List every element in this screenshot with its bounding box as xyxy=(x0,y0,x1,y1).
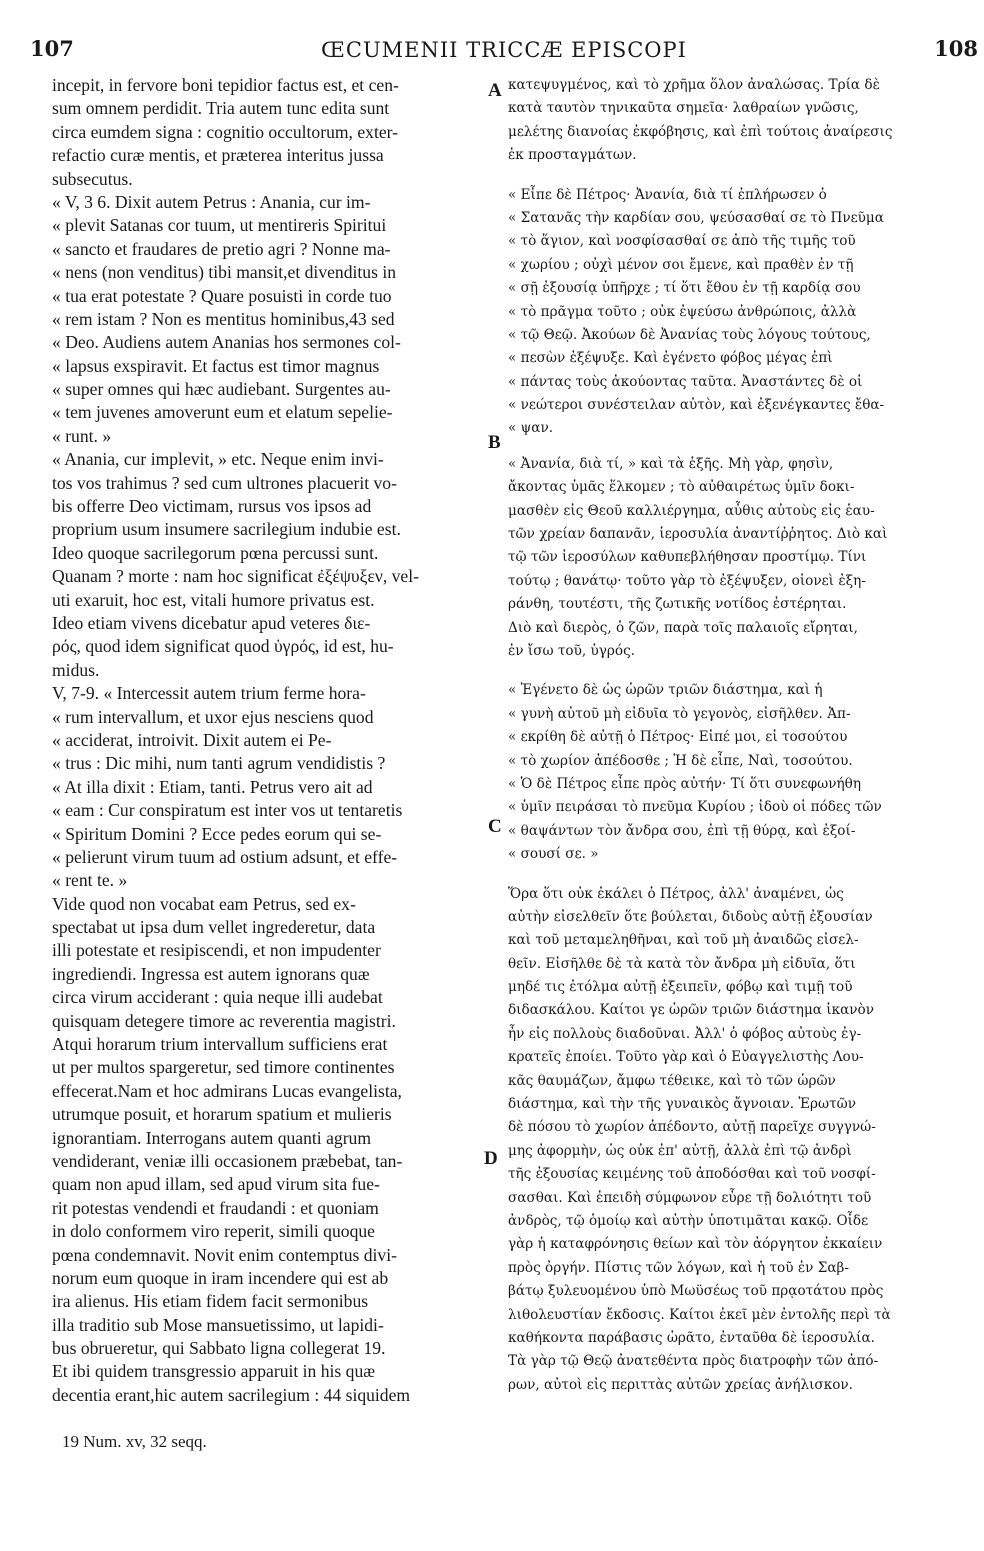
text-line: μης ἀφορμὴν, ὡς οὐκ ἐπ' αὐτῇ, ἀλλὰ ἐπὶ τῷ ἀνδρὶ xyxy=(508,1142,852,1159)
page-number-right: 108 xyxy=(934,36,978,61)
text-line: vendiderant, veniæ illi occasionem præbebat, tan- xyxy=(52,1150,403,1171)
text-line: circa eumdem signa : cognitio occultorum, exter- xyxy=(52,121,399,142)
text-line: « Ὁ δὲ Πέτρος εἶπε πρὸς αὐτήν· Τί ὅτι συνεφωνήθη xyxy=(508,775,861,792)
text-line: ingrediendi. Ingressa est autem ignorans quæ xyxy=(52,963,370,984)
text-line: effecerat.Nam et hoc admirans Lucas evangelista, xyxy=(52,1080,402,1101)
text-line: « At illa dixit : Etiam, tanti. Petrus vero ait ad xyxy=(52,776,373,797)
text-line: « πεσὼν ἐξέψυξε. Καὶ ἐγένετο φόβος μέγας ἐπὶ xyxy=(508,350,833,367)
text-line: « rem istam ? Non es mentitus hominibus,43 sed xyxy=(52,308,395,329)
text-line: rit potestas vendendi et fraudandi : et quoniam xyxy=(52,1197,379,1218)
text-line: circa virum acciderant : quia neque illi audebat xyxy=(52,987,383,1008)
text-line: subsecutus. xyxy=(52,168,133,189)
text-line: « Spiritum Domini ? Ecce pedes eorum qui se- xyxy=(52,823,382,844)
text-line: πρὸς ὀργήν. Πίστις τῶν λόγων, καὶ ἡ τοῦ ἐν Σαβ- xyxy=(508,1259,849,1276)
page-number-left: 107 xyxy=(30,36,74,61)
text-line: « sancto et fraudares de pretio agri ? Nonne ma- xyxy=(52,238,391,259)
text-line: ἄκοντας ὑμᾶς ἕλκομεν ; τὸ αὐθαιρέτως ὑμῖν δοκι- xyxy=(508,479,855,496)
text-line: θεῖν. Εἰσῆλθε δὲ τὰ κατὰ τὸν ἄνδρα μὴ εἰδυῖα, ὅτι xyxy=(508,955,856,972)
text-line: « γυνὴ αὐτοῦ μὴ εἰδυῖα τὸ γεγονὸς, εἰσῆλθεν. Ἀπ- xyxy=(508,705,851,722)
text-line: μασθὲν εἰς Θεοῦ καλλιέργημα, αὖθις αὐτοὺς εἰς ἑαυ- xyxy=(508,502,875,519)
text-line: αὐτὴν εἰσελθεῖν ὅτε βούλεται, διδοὺς αὐτῇ ἐξουσίαν xyxy=(508,908,873,925)
text-line: « eam : Cur conspiratum est inter vos ut tentaretis xyxy=(52,800,403,821)
text-line: τῷ τῶν ἱεροσύλων καθυπεβλήθησαν προστίμῳ. Τίνι xyxy=(508,549,867,566)
text-line: διάστημα, καὶ τὴν τῆς γυναικὸς ἄγνοιαν. Ἐρωτῶν xyxy=(508,1096,856,1113)
text-line: tos vos trahimus ? sed cum ultrones placuerit vo- xyxy=(52,472,397,493)
text-line: « εκρίθη δὲ αὐτῇ ὁ Πέτρος· Εἰπέ μοι, εἰ τοσούτου xyxy=(508,729,848,746)
text-line: « τῷ Θεῷ. Ἀκούων δὲ Ἀνανίας τοὺς λόγους τούτους, xyxy=(508,326,871,343)
text-line: decentia erant,hic autem sacrilegium : 44 siquidem xyxy=(52,1384,411,1405)
text-line: pœna condemnavit. Novit enim contemptus divi- xyxy=(52,1244,397,1265)
text-line: καὶ τοῦ μεταμεληθῆναι, καὶ τοῦ μὴ ἀναιδῶς εἰσελ- xyxy=(508,932,859,949)
text-line: « runt. » xyxy=(52,425,112,446)
text-line: διδασκάλου. Καίτοι γε ὡρῶν τριῶν διάστημα ἱκανὸν xyxy=(508,1002,874,1019)
text-line: γὰρ ἡ καταφρόνησις θείων καὶ τὸν ἀόργητον ἐκκαίειν xyxy=(508,1236,883,1253)
text-line: incepit, in fervore boni tepidior factus est, et cen- xyxy=(52,75,399,95)
text-line: Διὸ καὶ διερὸς, ὁ ζῶν, παρὰ τοῖς παλαιοῖς εἴρηται, xyxy=(508,619,858,636)
text-line: σασθαι. Καὶ ἐπειδὴ σύμφωνον εὗρε τῇ δολιότητι τοῦ xyxy=(508,1189,872,1206)
text-line: in dolo conformem viro reperit, simili quoque xyxy=(52,1221,375,1242)
text-line: « acciderat, introivit. Dixit autem ei Pe- xyxy=(52,729,332,750)
text-line: norum eum quoque in iram incendere qui est ab xyxy=(52,1267,389,1288)
text-line: ἐν ἴσω τοῦ, ὑγρός. xyxy=(508,642,636,659)
text-line: ignorantiam. Interrogans autem quanti agrum xyxy=(52,1127,372,1148)
text-line: Ideo quoque sacrilegorum pœna percussi sunt. xyxy=(52,542,379,563)
text-line: « τὸ πρᾶγμα τοῦτο ; οὐκ ἐψεύσω ἀνθρώποις, ἀλλὰ xyxy=(508,303,857,320)
text-line: « rum intervallum, et uxor ejus nesciens quod xyxy=(52,706,374,727)
greek-column xyxy=(508,74,968,1397)
text-line: « Ἀνανία, διὰ τί, » καὶ τὰ ἑξῆς. Μὴ γὰρ, φησὶν, xyxy=(508,455,834,472)
text-line: « tua erat potestate ? Quare posuisti in corde tuo xyxy=(52,285,392,306)
text-line: « nens (non venditus) tibi mansit,et divenditus in xyxy=(52,262,397,283)
margin-marker-d: D xyxy=(484,1148,498,1169)
margin-marker-b: B xyxy=(488,432,501,453)
text-line: δὲ πόσου τὸ χωρίον ἀπέδοντο, αὐτῇ παρεῖχε συγγνώ- xyxy=(508,1119,876,1136)
text-line: τούτῳ ; θανάτῳ· τοῦτο γὰρ τὸ ἐξέψυξεν, οἱονεὶ ἐξη- xyxy=(508,572,866,589)
text-line: uti exaruit, hoc est, vitali humore privatus est. xyxy=(52,589,375,610)
text-line: ira alienus. His etiam fidem facit sermonibus xyxy=(52,1291,369,1312)
text-line: « pelierunt virum tuum ad ostium adsunt, et effe- xyxy=(52,846,398,867)
text-line: Ideo etiam vivens dicebatur apud veteres διε- xyxy=(52,612,371,633)
text-line: proprium usum insumere sacrilegium indubie est. xyxy=(52,519,401,540)
text-line: Τὰ γὰρ τῷ Θεῷ ἀνατεθέντα πρὸς διατροφὴν τῶν ἀπό- xyxy=(508,1353,879,1370)
text-line: Et ibi quidem transgressio apparuit in his quæ xyxy=(52,1361,376,1382)
text-line: ράνθη, τουτέστι, τῆς ζωτικῆς νοτίδος ἐστέρηται. xyxy=(508,596,847,613)
text-line: « lapsus exspiravit. Et factus est timor magnus xyxy=(52,355,380,376)
text-line: illi potestate et resipiscendi, et non impudenter xyxy=(52,940,381,961)
text-line: utrumque posuit, et horarum spatium et mulieris xyxy=(52,1104,392,1125)
text-line: « super omnes qui hæc audiebant. Surgentes au- xyxy=(52,379,391,400)
text-line: sum omnem perdidit. Tria autem tunc edita sunt xyxy=(52,98,390,119)
text-line: « νεώτεροι συνέστειλαν αὐτὸν, καὶ ἐξενέγκαντες ἔθα- xyxy=(508,397,885,414)
paragraph-gap xyxy=(508,441,968,453)
margin-marker-a: A xyxy=(488,80,502,101)
text-line: βάτῳ ξυλευομένου ὑπὸ Μωϋσέως τοῦ πρᾳοτάτου πρὸς xyxy=(508,1283,884,1300)
text-line: κρατεῖς ἐποίει. Τοῦτο γὰρ καὶ ὁ Εὐαγγελιστὴς Λου- xyxy=(508,1049,864,1066)
text-line: ρός, quod idem significat quod ὑγρός, id est, hu- xyxy=(52,636,394,657)
text-line: V, 7-9. « Intercessit autem trium ferme hora- xyxy=(52,683,366,704)
text-line: κατεψυγμένος, καὶ τὸ χρῆμα ὅλον ἀναλώσας. Τρία δὲ xyxy=(508,77,880,93)
paragraph-gap xyxy=(508,168,968,184)
text-line: τῶν χρείαν δαπανᾶν, ἱεροσυλία ἀναντίῤῥητος. Διὸ καὶ xyxy=(508,526,888,543)
text-line: ἦν εἰς πολλοὺς διαδοῦναι. Ἀλλ' ὁ φόβος αὐτοὺς ἐγ- xyxy=(508,1025,862,1042)
text-line: « τὸ ἅγιον, καὶ νοσφίσασθαί σε ἀπὸ τῆς τιμῆς τοῦ xyxy=(508,233,856,250)
text-line: quam non apud illam, sed apud virum sita fue- xyxy=(52,1174,380,1195)
text-line: τῆς ἐξουσίας κειμένης τοῦ ἀποδόσθαι καὶ τοῦ νοσφί- xyxy=(508,1166,876,1183)
text-line: quisquam detegere timore ac reverentia magistri. xyxy=(52,1010,396,1031)
text-line: ἐκ προσταγμάτων. xyxy=(508,147,637,164)
text-line: « trus : Dic mihi, num tanti agrum vendidistis ? xyxy=(52,753,386,774)
text-line: ἀνδρὸς, τῷ ὁμοίῳ καὶ αὐτὴν ὑποτιμᾶται κακῷ. Οἶδε xyxy=(508,1212,869,1229)
latin-column xyxy=(52,74,492,1407)
text-line: bis offerre Deo victimam, rursus vos ipsos ad xyxy=(52,496,372,517)
margin-marker-c: C xyxy=(488,816,502,837)
text-line: spectabat ut ipsa dum vellet ingrederetur, data xyxy=(52,917,376,938)
text-line: ut per multos spargeretur, sed timore continentes xyxy=(52,1057,395,1078)
running-header xyxy=(30,36,978,66)
text-line: « tem juvenes amoverunt eum et elatum sepelie- xyxy=(52,402,393,423)
text-line: « Ἐγένετο δὲ ὡς ὡρῶν τριῶν διάστημα, καὶ ἡ xyxy=(508,682,823,699)
text-line: Ὅρα ὅτι οὐκ ἐκάλει ὁ Πέτρος, ἀλλ' ἀναμένει, ὡς xyxy=(508,885,844,902)
text-line: illa traditio sub Mose mansuetissimo, ut lapidi- xyxy=(52,1314,384,1335)
text-line: « τὸ χωρίον ἀπέδοσθε ; Ἡ δὲ εἶπε, Ναὶ, τοσούτου. xyxy=(508,752,853,769)
text-line: « πάντας τοὺς ἀκούοντας ταῦτα. Ἀναστάντες δὲ οἱ xyxy=(508,373,863,390)
text-line: Atqui horarum trium intervallum sufficiens erat xyxy=(52,1034,388,1055)
text-line: « Σατανᾶς τὴν καρδίαν σου, ψεύσασθαί σε τὸ Πνεῦμα xyxy=(508,209,884,226)
running-title: ŒCUMENII TRICCÆ EPISCOPI xyxy=(321,38,687,62)
text-line: « Anania, cur implevit, » etc. Neque enim invi- xyxy=(52,449,384,470)
text-line: bus obrueretur, qui Sabbato ligna collegerat 19. xyxy=(52,1338,386,1359)
text-line: μελέτης διανοίας ἐκφόβησις, καὶ ἐπὶ τούτοις ἀναίρεσις xyxy=(508,123,893,140)
text-line: « plevit Satanas cor tuum, ut mentireris Spiritui xyxy=(52,215,387,236)
text-line: μηδέ τις ἐτόλμα αὐτῇ ἐξειπεῖν, φόβῳ καὶ τιμῇ τοῦ xyxy=(508,979,853,996)
text-line: ρων, αὐτοὶ εἰς περιττὰς αὐτῶν χρείας ἀνήλισκον. xyxy=(508,1376,853,1393)
text-line: λιθολευστίαν ἔκδοσις. Καίτοι ἐκεῖ μὲν ἐντολῆς περὶ τὰ xyxy=(508,1306,891,1323)
paragraph-gap xyxy=(508,867,968,883)
text-line: κᾶς θαυμάζων, ἄμφω τέθεικε, καὶ τὸ τῶν ὡρῶν xyxy=(508,1072,836,1089)
text-line: « rent te. » xyxy=(52,870,128,891)
footnote: 19 Num. xv, 32 seqq. xyxy=(62,1432,207,1451)
text-line: « ψαν. xyxy=(508,420,554,437)
text-line: « χωρίου ; οὐχὶ μένον σοι ἔμενε, καὶ πραθὲν ἐν τῇ xyxy=(508,256,854,273)
text-line: « Εἶπε δὲ Πέτρος· Ἀνανία, διὰ τί ἐπλήρωσεν ὁ xyxy=(508,186,827,203)
text-line: « σουσί σε. » xyxy=(508,846,599,863)
text-line: « θαψάντων τὸν ἄνδρα σου, ἐπὶ τῇ θύρᾳ, καὶ ἐξοί- xyxy=(508,822,856,839)
text-line: Vide quod non vocabat eam Petrus, sed ex- xyxy=(52,893,356,914)
text-line: « σῇ ἐξουσίᾳ ὑπῆρχε ; τί ὅτι ἔθου ἐν τῇ καρδίᾳ σου xyxy=(508,280,861,297)
text-line: « V, 3 6. Dixit autem Petrus : Anania, cur im- xyxy=(52,191,371,212)
text-line: Quanam ? morte : nam hoc significat ἐξέψυξεν, vel- xyxy=(52,566,419,587)
text-line: κατὰ ταυτὸν τηνικαῦτα σημεῖα· λαθραίων γνῶσις, xyxy=(508,100,859,117)
text-line: refactio curæ mentis, et præterea interitus jussa xyxy=(52,145,384,166)
text-line: « ὑμῖν πειράσαι τὸ πνεῦμα Κυρίου ; ἰδοὺ οἱ πόδες τῶν xyxy=(508,799,882,816)
text-line: « Deo. Audiens autem Ananias hos sermones col- xyxy=(52,332,401,353)
text-line: midus. xyxy=(52,659,100,680)
text-line: καθήκοντα παράβασις ὡρᾶτο, ἐνταῦθα δὲ ἱεροσυλία. xyxy=(508,1329,875,1346)
paragraph-gap xyxy=(508,663,968,679)
